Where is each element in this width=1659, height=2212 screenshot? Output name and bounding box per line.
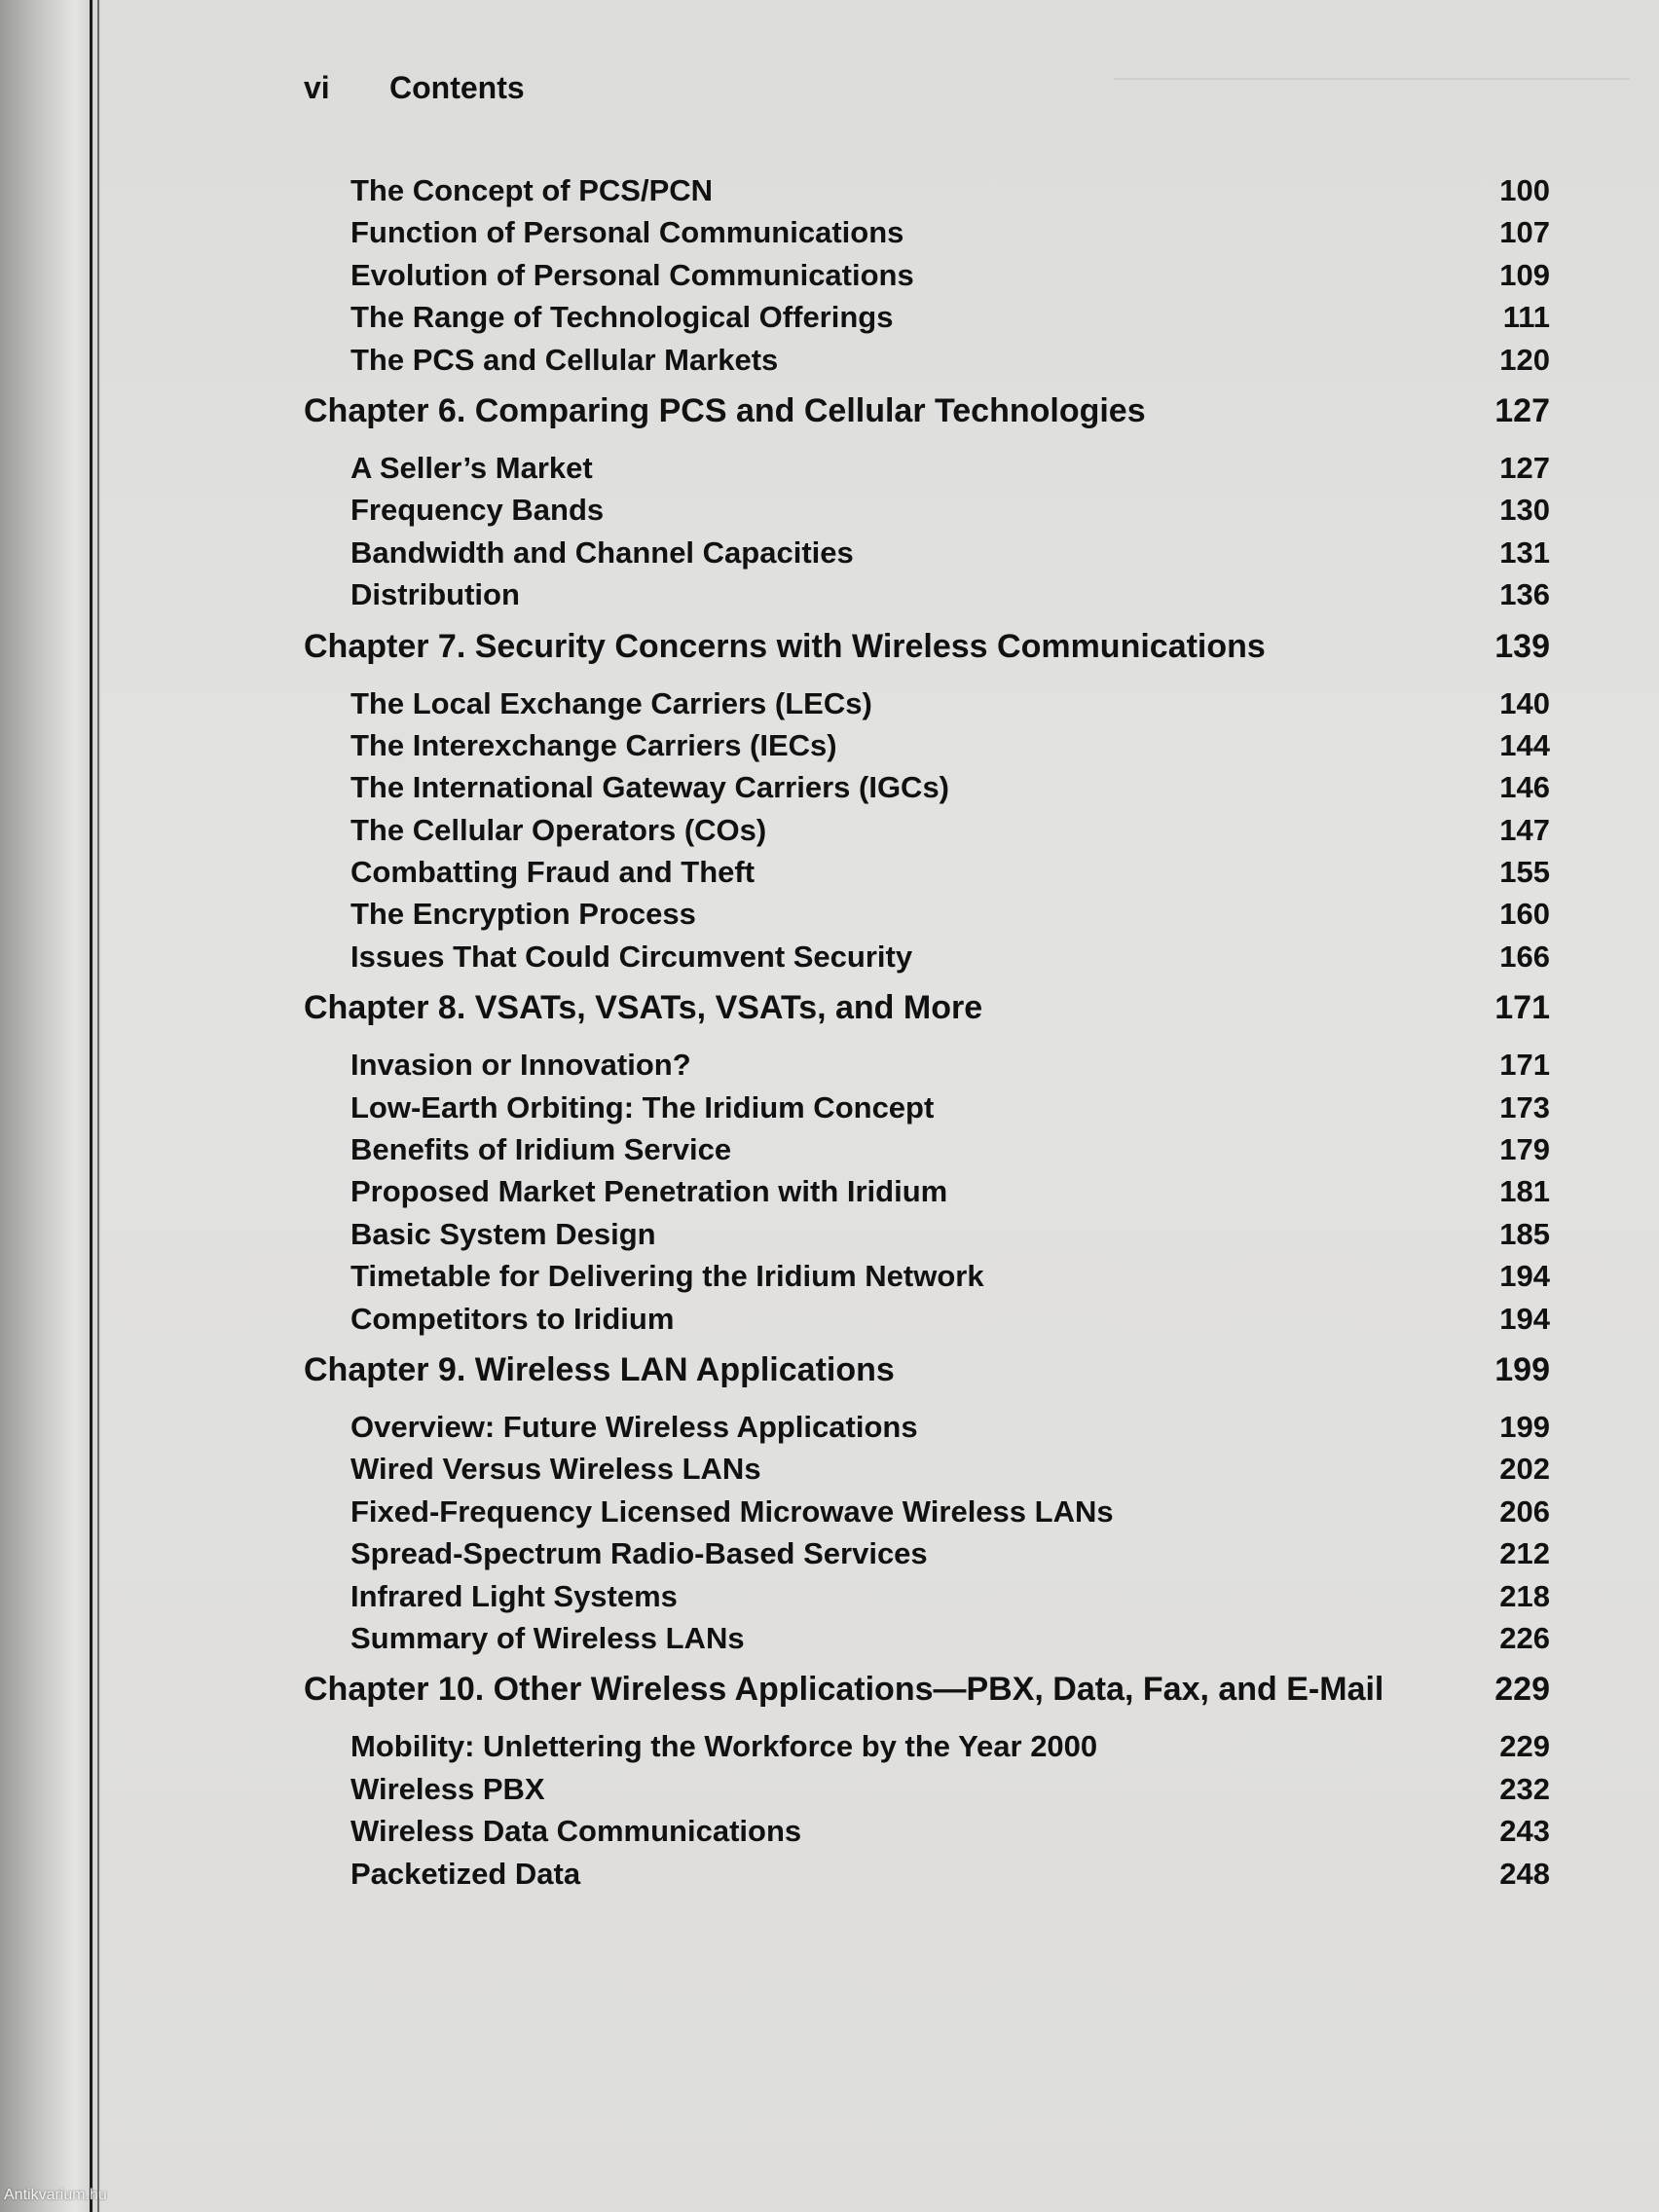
- header-rule: [1114, 78, 1630, 80]
- chapter-heading: [304, 981, 1550, 1048]
- entry-title: Mobility: Unlettering the Workforce by the Year 2000: [350, 1729, 1098, 1764]
- entry-title: Timetable for Delivering the Iridium Network: [350, 1259, 984, 1294]
- chapter-title: Chapter 7. Security Concerns with Wireless Communications: [304, 627, 1266, 665]
- watermark: Antikvarium.hu: [4, 2187, 107, 2203]
- toc-entry: [304, 940, 1550, 981]
- entry-title: The Range of Technological Offerings: [350, 300, 894, 335]
- entry-title: Proposed Market Penetration with Iridium: [350, 1174, 948, 1209]
- toc-section: [304, 1344, 1550, 1663]
- entry-page-number: 131: [1499, 535, 1550, 570]
- entry-title: A Seller’s Market: [350, 450, 593, 485]
- binding-edge-shadow: [97, 0, 99, 2212]
- toc-entry: [304, 300, 1550, 342]
- entry-page-number: 160: [1499, 897, 1550, 932]
- entry-page-number: 136: [1499, 577, 1550, 612]
- entry-title: Low-Earth Orbiting: The Iridium Concept: [350, 1089, 935, 1124]
- chapter-page-number: 139: [1494, 627, 1550, 665]
- entry-page-number: 166: [1499, 939, 1550, 974]
- entry-title: Function of Personal Communications: [350, 215, 904, 250]
- entry-title: Combatting Fraud and Theft: [350, 855, 756, 890]
- entry-title: The International Gateway Carriers (IGCs): [350, 770, 950, 805]
- chapter-heading: [304, 1344, 1550, 1410]
- toc-entry: [304, 1090, 1550, 1132]
- entry-page-number: 229: [1499, 1729, 1550, 1764]
- toc-entry: [304, 535, 1550, 577]
- entry-page-number: 107: [1499, 215, 1550, 250]
- toc-entry: [304, 1259, 1550, 1301]
- binding-edge: [90, 0, 92, 2212]
- entry-page-number: 171: [1499, 1048, 1550, 1083]
- entry-title: Competitors to Iridium: [350, 1301, 675, 1336]
- entry-title: Issues That Could Circumvent Security: [350, 939, 913, 974]
- entry-page-number: 140: [1499, 685, 1550, 720]
- book-binding: [0, 0, 93, 2212]
- entry-page-number: 173: [1499, 1089, 1550, 1124]
- toc-entry: [304, 1217, 1550, 1259]
- chapter-page-number: 127: [1494, 391, 1550, 429]
- entry-page-number: 202: [1499, 1452, 1550, 1487]
- entry-title: Infrared Light Systems: [350, 1578, 678, 1613]
- toc-section: [304, 385, 1550, 620]
- toc-entry: [304, 173, 1550, 215]
- entry-page-number: 243: [1499, 1814, 1550, 1849]
- running-head-title: Contents: [389, 70, 525, 105]
- entry-title: The Local Exchange Carriers (LECs): [350, 685, 872, 720]
- running-head: [304, 70, 525, 106]
- toc-entry: [304, 343, 1550, 385]
- entry-page-number: 248: [1499, 1856, 1550, 1891]
- toc-entry: [304, 451, 1550, 493]
- toc-entry: [304, 1494, 1550, 1536]
- chapter-page-number: 199: [1494, 1350, 1550, 1388]
- toc-entry: [304, 215, 1550, 257]
- entry-title: Invasion or Innovation?: [350, 1048, 691, 1083]
- entry-title: Wireless Data Communications: [350, 1814, 802, 1849]
- entry-title: Fixed-Frequency Licensed Microwave Wireless LANs: [350, 1493, 1114, 1529]
- toc-section: [304, 173, 1550, 385]
- chapter-title: Chapter 9. Wireless LAN Applications: [304, 1350, 895, 1388]
- entry-page-number: 111: [1502, 300, 1550, 335]
- chapter-heading: [304, 620, 1550, 686]
- chapter-page-number: 229: [1494, 1671, 1550, 1709]
- entry-page-number: 206: [1499, 1493, 1550, 1529]
- chapter-title: Chapter 10. Other Wireless Applications—PBX, Data, Fax, and E-Mail: [304, 1671, 1384, 1709]
- entry-page-number: 130: [1499, 493, 1550, 528]
- toc-entry: [304, 1302, 1550, 1344]
- toc-section: [304, 981, 1550, 1344]
- entry-title: Basic System Design: [350, 1216, 656, 1251]
- toc-entry: [304, 855, 1550, 897]
- entry-page-number: 147: [1499, 812, 1550, 847]
- entry-page-number: 212: [1499, 1536, 1550, 1571]
- entry-title: Wired Versus Wireless LANs: [350, 1452, 761, 1487]
- toc-entry: [304, 1174, 1550, 1216]
- entry-page-number: 185: [1499, 1216, 1550, 1251]
- toc-entry: [304, 1410, 1550, 1452]
- entry-page-number: 127: [1499, 450, 1550, 485]
- entry-page-number: 194: [1499, 1301, 1550, 1336]
- toc-entry: [304, 813, 1550, 855]
- toc-entry: [304, 770, 1550, 812]
- toc-entry: [304, 1452, 1550, 1493]
- entry-page-number: 146: [1499, 770, 1550, 805]
- toc-entry: [304, 1132, 1550, 1174]
- toc-entry: [304, 728, 1550, 770]
- entry-title: Distribution: [350, 577, 520, 612]
- entry-page-number: 232: [1499, 1771, 1550, 1806]
- toc-entry: [304, 577, 1550, 619]
- entry-page-number: 181: [1499, 1174, 1550, 1209]
- toc-entry: [304, 1814, 1550, 1856]
- toc-section: [304, 1663, 1550, 1899]
- entry-page-number: 218: [1499, 1578, 1550, 1613]
- toc-entry: [304, 1579, 1550, 1621]
- entry-title: Frequency Bands: [350, 493, 605, 528]
- chapter-heading: [304, 385, 1550, 451]
- toc-entry: [304, 1048, 1550, 1089]
- entry-title: The Cellular Operators (COs): [350, 812, 767, 847]
- toc-entry: [304, 1621, 1550, 1663]
- chapter-title: Chapter 8. VSATs, VSATs, VSATs, and More: [304, 989, 983, 1027]
- entry-page-number: 226: [1499, 1620, 1550, 1655]
- entry-title: The Encryption Process: [350, 897, 696, 932]
- table-of-contents: [304, 173, 1550, 1899]
- toc-entry: [304, 686, 1550, 728]
- running-head-page-number: vi: [304, 70, 330, 105]
- entry-page-number: 120: [1499, 342, 1550, 377]
- toc-entry: [304, 493, 1550, 535]
- chapter-page-number: 171: [1494, 989, 1550, 1027]
- entry-page-number: 109: [1499, 257, 1550, 292]
- entry-page-number: 155: [1499, 855, 1550, 890]
- chapter-heading: [304, 1663, 1550, 1729]
- entry-title: Benefits of Iridium Service: [350, 1132, 732, 1167]
- entry-page-number: 194: [1499, 1259, 1550, 1294]
- entry-page-number: 144: [1499, 727, 1550, 762]
- entry-title: The Concept of PCS/PCN: [350, 173, 714, 207]
- toc-entry: [304, 258, 1550, 300]
- toc-entry: [304, 1857, 1550, 1899]
- toc-entry: [304, 1536, 1550, 1578]
- entry-page-number: 179: [1499, 1132, 1550, 1167]
- entry-title: Bandwidth and Channel Capacities: [350, 535, 854, 570]
- entry-title: Packetized Data: [350, 1856, 581, 1891]
- toc-section: [304, 620, 1550, 982]
- entry-title: The PCS and Cellular Markets: [350, 342, 779, 377]
- toc-entry: [304, 897, 1550, 939]
- entry-title: Overview: Future Wireless Applications: [350, 1409, 918, 1444]
- toc-entry: [304, 1729, 1550, 1771]
- entry-title: Evolution of Personal Communications: [350, 257, 914, 292]
- entry-title: Summary of Wireless LANs: [350, 1620, 745, 1655]
- entry-title: Spread-Spectrum Radio-Based Services: [350, 1536, 928, 1571]
- toc-entry: [304, 1772, 1550, 1814]
- entry-title: Wireless PBX: [350, 1771, 545, 1806]
- chapter-title: Chapter 6. Comparing PCS and Cellular Technologies: [304, 391, 1146, 429]
- entry-title: The Interexchange Carriers (IECs): [350, 727, 837, 762]
- entry-page-number: 199: [1499, 1409, 1550, 1444]
- entry-page-number: 100: [1499, 173, 1550, 207]
